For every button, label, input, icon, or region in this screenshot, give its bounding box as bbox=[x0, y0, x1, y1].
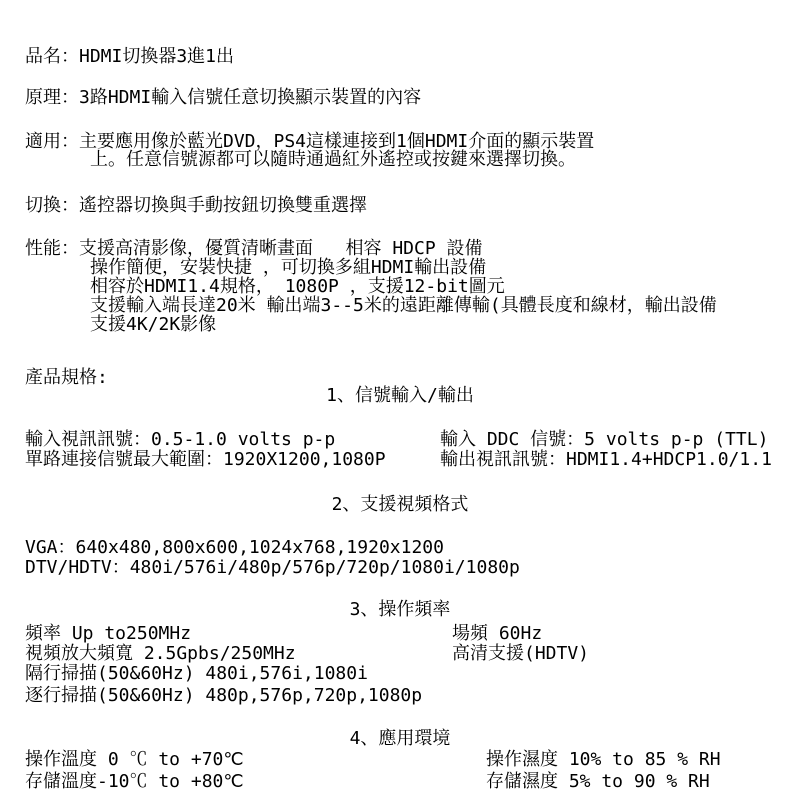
section-2-line-1: VGA：640x480,800x600,1024x768,1920x1200 bbox=[25, 537, 444, 558]
section-4-right-1: 操作濕度 10% to 85 % RH bbox=[486, 749, 721, 770]
switching-line: 切換：遙控器切換與手動按鈕切換雙重選擇 bbox=[25, 195, 367, 216]
section-3-left-2: 視頻放大頻寬 2.5Gpbs/250MHz bbox=[25, 643, 296, 664]
section-1-left-2: 單路連接信號最大範圍：1920X1200,1080P bbox=[25, 449, 386, 470]
section-1-right-1: 輸入 DDC 信號：5 volts p-p (TTL) bbox=[440, 429, 769, 450]
section-3-right-2: 高清支援(HDTV) bbox=[452, 643, 590, 664]
section-3-left-1: 頻率 Up to250MHz bbox=[25, 623, 192, 644]
performance-line-2: 操作簡便，安裝快捷 ，可切換多組HDMI輸出設備 bbox=[90, 257, 487, 278]
section-1-title: 1、信號輸入/輸出 bbox=[326, 385, 474, 406]
section-2-title: 2、支援視頻格式 bbox=[331, 494, 469, 515]
section-1-left-1: 輸入視訊訊號：0.5-1.0 volts p-p bbox=[25, 429, 336, 450]
usage-line-1: 適用：主要應用像於藍光DVD，PS4這樣連接到1個HDMI介面的顯示裝置 bbox=[25, 131, 595, 152]
section-4-right-2: 存儲濕度 5% to 90 % RH bbox=[486, 771, 710, 792]
performance-line-1: 性能：支援高清影像，優質清晰畫面 相容 HDCP 設備 bbox=[25, 238, 483, 259]
section-4-title: 4、應用環境 bbox=[349, 728, 451, 749]
performance-line-5: 支援4K/2K影像 bbox=[90, 314, 217, 335]
spec-title: 產品規格: bbox=[25, 367, 108, 388]
performance-line-4: 支援輸入端長達20米 輸出端3--5米的遠距離傳輸(具體長度和線材，輸出設備 bbox=[90, 295, 717, 316]
section-4-left-2: 存儲溫度-10℃ to +80℃ bbox=[25, 771, 244, 792]
product-name-line: 品名：HDMI切換器3進1出 bbox=[25, 46, 235, 67]
section-3-right-1: 場頻 60Hz bbox=[452, 623, 543, 644]
performance-line-3: 相容於HDMI1.4規格， 1080P ，支援12-bit圖元 bbox=[90, 276, 505, 297]
section-3-line-4: 逐行掃描(50&60Hz) 480p,576p,720p,1080p bbox=[25, 685, 423, 706]
section-3-title: 3、操作頻率 bbox=[349, 599, 451, 620]
section-4-left-1: 操作溫度 0 ℃ to +70℃ bbox=[25, 749, 244, 770]
section-1-right-2: 輸出視訊訊號：HDMI1.4+HDCP1.0/1.1 bbox=[440, 449, 772, 470]
principle-line: 原理：3路HDMI輸入信號任意切換顯示裝置的內容 bbox=[25, 87, 422, 108]
section-2-line-2: DTV/HDTV：480i/576i/480p/576p/720p/1080i/1080p bbox=[25, 557, 520, 578]
usage-line-2: 上。任意信號源都可以隨時通過紅外遙控或按鍵來選擇切換。 bbox=[90, 149, 576, 170]
section-3-line-3: 隔行掃描(50&60Hz) 480i,576i,1080i bbox=[25, 663, 368, 684]
